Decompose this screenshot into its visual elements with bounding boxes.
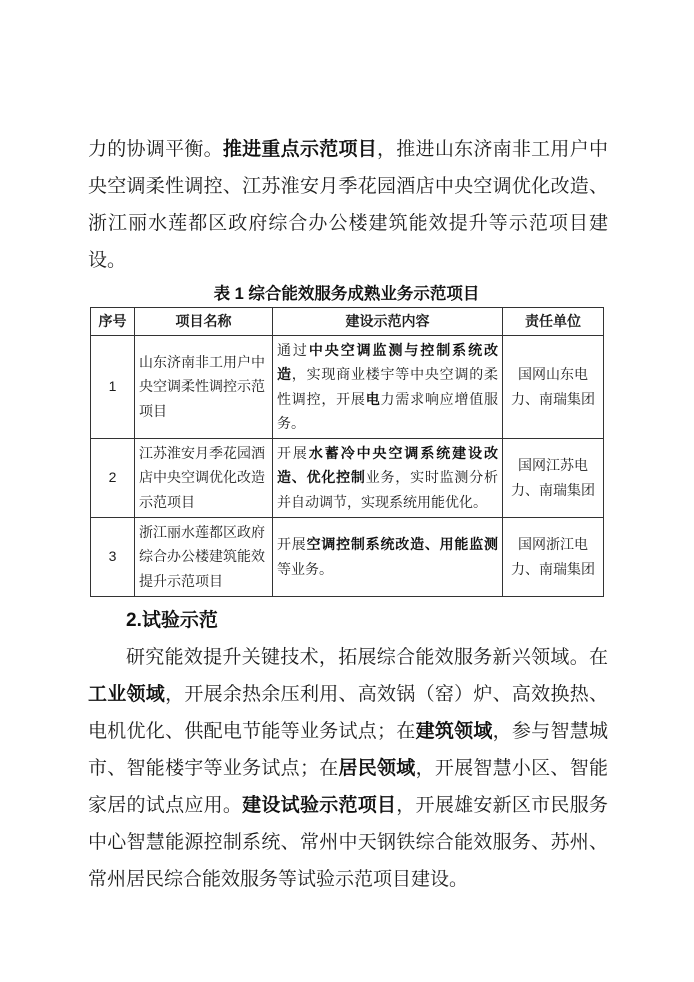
cell-no: 2 (91, 438, 135, 517)
section2-run-bold: 工业领域 (88, 683, 166, 705)
header-cell-unit: 责任单位 (503, 308, 604, 336)
section2-run-bold: 居民领域 (338, 757, 416, 779)
section2-run: ，参与智慧城市、智能楼宇等业务试点；在 (88, 720, 608, 779)
cell-unit: 国网山东电力、南瑞集团 (503, 335, 604, 438)
section2-run: 研究能效提升关键技术，拓展综合能效服务新兴领域。在 (126, 646, 608, 668)
header-cell-name: 项目名称 (135, 308, 273, 336)
content-run-bold: 空调控制系统改造、用能监测 (306, 536, 499, 552)
intro-run-plain: 力的协调平衡。 (88, 139, 223, 160)
content-run-bold: 水蓄冷中央空调系统建设改造、优化控制 (277, 444, 499, 486)
cell-project-name: 山东济南非工用户中央空调柔性调控示范项目 (135, 335, 273, 438)
demo-projects-table (90, 307, 604, 597)
section2-run: ，开展智慧小区、智能家居的试点应用。 (88, 757, 608, 816)
content-run-bold: 电 (365, 390, 381, 407)
content-run: 开展 (277, 536, 307, 552)
table-title: 表 1 综合能效服务成熟业务示范项目 (213, 285, 480, 303)
content-run: ，实现商业楼宇等中央空调的柔性调控，开展 (277, 366, 499, 407)
table-row (91, 517, 604, 596)
cell-unit: 国网浙江电力、南瑞集团 (503, 517, 604, 596)
cell-no: 3 (91, 517, 135, 596)
cell-no: 1 (91, 335, 135, 438)
cell-content (273, 438, 503, 517)
header-cell-content: 建设示范内容 (273, 308, 503, 336)
section2-run: ，开展余热余压利用、高效锅（窑）炉、高效换热、电机优化、供配电节能等业务试点；在 (88, 683, 608, 742)
section2-paragraph (88, 639, 608, 898)
table-row (91, 438, 604, 517)
cell-project-name: 江苏淮安月季花园酒店中央空调优化改造示范项目 (135, 438, 273, 517)
cell-content (273, 517, 503, 596)
intro-run-bold: 推进重点示范项目 (222, 139, 378, 160)
intro-run-plain: ，推进山东济南非工用户中央空调柔性调控、江苏淮安月季花园酒店中央空调优化改造、浙江丽水莲都区政府综合办公楼建筑能效提升等示范项目建设。 (88, 139, 608, 271)
section2-run-bold: 建筑领域 (415, 720, 493, 742)
table-header-row (91, 308, 604, 336)
cell-unit: 国网江苏电力、南瑞集团 (503, 438, 604, 517)
content-run: 等业务。 (277, 560, 333, 577)
content-run: 力需求响应增值服务。 (277, 390, 499, 431)
content-run: 开展 (277, 444, 309, 461)
section2-run: ，开展雄安新区市民服务中心智慧能源控制系统、常州中天钢铁综合能效服务、苏州、常州居民综合能效服务等试验示范项目建设。 (88, 794, 608, 890)
cell-content (273, 335, 503, 438)
cell-project-name: 浙江丽水莲都区政府综合办公楼建筑能效提升示范项目 (135, 517, 273, 596)
section2-heading: 2.试验示范 (126, 609, 218, 631)
section2-run-bold: 建设试验示范项目 (242, 794, 397, 816)
content-run-bold: 中央空调监测与控制系统改造 (277, 341, 499, 382)
table-row (91, 335, 604, 438)
content-run: 业务，实时监测分析并自动调节，实现系统用能优化。 (277, 469, 499, 510)
header-cell-no: 序号 (91, 308, 135, 336)
content-run: 通过 (277, 341, 309, 358)
intro-paragraph (88, 131, 608, 279)
